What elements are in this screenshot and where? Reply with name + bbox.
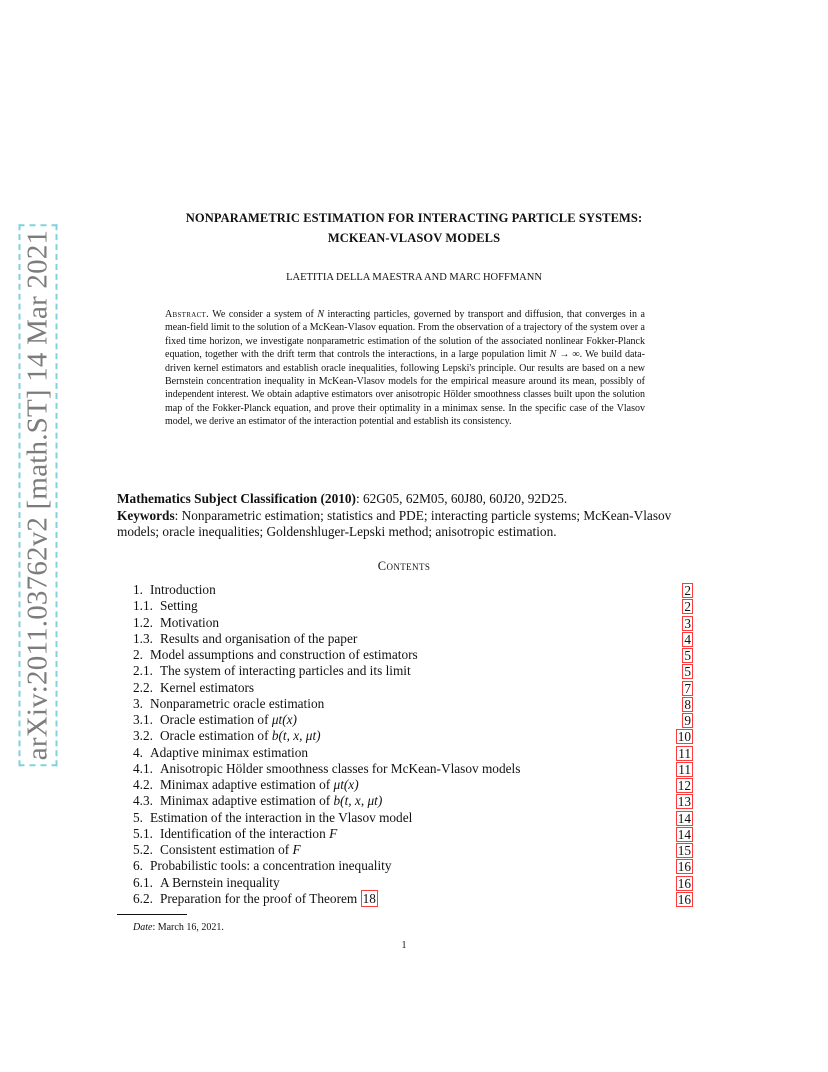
toc-page-link[interactable]: 5 <box>684 648 691 663</box>
toc-number: 6. <box>133 858 143 874</box>
toc-entry[interactable] <box>133 875 693 891</box>
toc-math: F <box>292 842 301 857</box>
toc-title[interactable]: Minimax adaptive estimation of <box>159 777 334 792</box>
toc-number: 2.2. <box>133 679 153 695</box>
toc-page-link[interactable]: 16 <box>677 875 691 891</box>
toc-entry[interactable] <box>133 663 693 679</box>
toc-entry[interactable] <box>133 582 693 598</box>
page-number: 1 <box>401 940 407 951</box>
contents-heading: Contents <box>377 559 431 573</box>
abstract-text-2: interacting particles, governed by transport and diffusion, that converges in a mean-field limit to the solution of a McKean-Vlasov equation. From the observation of a trajectory of the system over a fixed time horizon, we investigate nonparametric estimation of the solution of the associated nonlinear Fokker-Planck equation, together with the drift term that controls the interactions, in a large population limit <box>165 309 645 361</box>
toc-page-link[interactable]: 14 <box>677 810 691 826</box>
toc-number: 4.1. <box>133 760 153 776</box>
toc-title[interactable]: Nonparametric oracle estimation <box>149 695 325 711</box>
toc-page-link[interactable]: 15 <box>677 843 691 858</box>
toc-page-link[interactable]: 4 <box>684 631 691 647</box>
toc-entry[interactable] <box>133 696 693 712</box>
toc-number: 4.3. <box>133 793 153 809</box>
toc-entry[interactable] <box>133 615 693 631</box>
toc-page-link[interactable]: 5 <box>684 664 691 680</box>
toc-entry[interactable] <box>133 891 693 907</box>
abstract-math-limit: N → ∞ <box>549 349 580 361</box>
keywords-value: : Nonparametric estimation; statistics and PDE; interacting particle systems; McKean-Vlasov models; oracle inequalities; Goldenshluger-Lepski method; anisotropic estimation. <box>117 507 672 540</box>
toc-page-link[interactable]: 16 <box>677 859 691 875</box>
toc-title[interactable]: Results and organisation of the paper <box>159 630 358 646</box>
toc-page-link[interactable]: 11 <box>678 761 691 777</box>
toc-page-link[interactable]: 3 <box>684 615 691 631</box>
footnote-rule <box>117 914 187 915</box>
toc-page-link[interactable]: 2 <box>684 583 691 598</box>
toc-entry[interactable] <box>133 810 693 826</box>
title-line-2: MCKEAN-VLASOV MODELS <box>327 231 501 245</box>
toc-number: 2.1. <box>133 663 153 679</box>
msc-value: : 62G05, 62M05, 60J80, 60J20, 92D25. <box>355 491 568 506</box>
toc-number: 2. <box>133 647 143 662</box>
toc-title[interactable]: A Bernstein inequality <box>159 874 280 890</box>
msc-label: Mathematics Subject Classification (2010) <box>117 491 356 506</box>
footnote-value: : March 16, 2021. <box>152 922 224 933</box>
toc-title[interactable]: Oracle estimation of <box>159 728 272 744</box>
toc-page-link[interactable]: 7 <box>684 680 691 696</box>
toc-number: 6.2. <box>133 890 153 906</box>
toc-title[interactable]: The system of interacting particles and its limit <box>159 663 411 679</box>
toc-title[interactable]: Identification of the interaction <box>159 825 330 841</box>
msc-line <box>117 491 697 508</box>
toc-page-link[interactable]: 2 <box>684 599 691 615</box>
toc-number: 3.1. <box>133 712 153 727</box>
toc-number: 1. <box>133 582 143 597</box>
toc-title[interactable]: Preparation for the proof of Theorem <box>159 890 361 906</box>
toc-math: b(t, x, μt) <box>333 793 383 809</box>
toc-number: 6.1. <box>133 874 153 890</box>
toc-title[interactable]: Oracle estimation of <box>159 712 272 727</box>
toc-entry[interactable] <box>133 826 693 842</box>
toc-entry[interactable] <box>133 631 693 647</box>
abstract-label: Abstract. <box>165 309 209 320</box>
toc-title[interactable]: Adaptive minimax estimation <box>149 744 309 760</box>
keywords-line <box>117 508 697 541</box>
toc-math: μt(x) <box>333 777 359 792</box>
toc-number: 3. <box>133 695 143 711</box>
toc-entry[interactable] <box>133 858 693 874</box>
toc-title[interactable]: Consistent estimation of <box>159 842 293 857</box>
toc-number: 5. <box>133 809 143 825</box>
toc-page-link[interactable]: 16 <box>677 891 691 907</box>
toc-title[interactable]: Probabilistic tools: a concentration inequality <box>149 858 392 874</box>
title-line-1: NONPARAMETRIC ESTIMATION FOR INTERACTING PARTICLE SYSTEMS: <box>185 211 643 225</box>
toc-title[interactable]: Setting <box>159 598 198 614</box>
toc-number: 5.2. <box>133 842 153 857</box>
toc-number: 4. <box>133 744 143 760</box>
toc-entry[interactable] <box>133 728 693 744</box>
toc-title[interactable]: Motivation <box>159 614 220 630</box>
toc-entry[interactable] <box>133 842 693 858</box>
abstract-math-n: N <box>317 309 325 320</box>
toc-number: 1.1. <box>133 598 153 614</box>
toc-number: 5.1. <box>133 825 153 841</box>
toc-title[interactable]: Introduction <box>149 582 216 597</box>
keywords-label: Keywords <box>117 507 175 523</box>
classification-block <box>117 491 697 541</box>
theorem-reference-link[interactable]: 18 <box>362 890 376 906</box>
footnote-label: Date <box>133 922 153 933</box>
arxiv-identifier: arXiv:2011.03762v2 [math.ST] 14 Mar 2021 <box>19 224 58 766</box>
toc-title[interactable]: Model assumptions and construction of estimators <box>149 647 418 662</box>
toc-entry[interactable] <box>133 761 693 777</box>
toc-page-link[interactable]: 10 <box>677 729 691 745</box>
toc-entry[interactable] <box>133 680 693 696</box>
authors: LAETITIA DELLA MAESTRA AND MARC HOFFMANN <box>286 272 542 283</box>
footnote <box>133 922 224 933</box>
toc-title[interactable]: Anisotropic Hölder smoothness classes for McKean-Vlasov models <box>159 760 521 776</box>
toc-page-link[interactable]: 13 <box>677 794 691 810</box>
table-of-contents <box>133 582 693 907</box>
toc-entry[interactable] <box>133 745 693 761</box>
toc-page-link[interactable]: 12 <box>677 778 691 793</box>
paper-title <box>0 208 828 248</box>
toc-page-link[interactable]: 11 <box>678 745 691 761</box>
toc-number: 3.2. <box>133 728 153 744</box>
toc-number: 1.2. <box>133 614 153 630</box>
toc-page-link[interactable]: 9 <box>684 713 691 728</box>
toc-page-link[interactable]: 8 <box>684 696 691 712</box>
toc-title[interactable]: Minimax adaptive estimation of <box>159 793 334 809</box>
toc-entry[interactable] <box>133 793 693 809</box>
abstract-text-1: We consider a system of <box>208 309 318 320</box>
toc-title[interactable]: Kernel estimators <box>159 679 255 695</box>
toc-math: b(t, x, μt) <box>271 728 321 744</box>
toc-entry[interactable] <box>133 598 693 614</box>
toc-page-link[interactable]: 14 <box>677 826 691 842</box>
toc-math: F <box>329 825 338 841</box>
abstract-text-3: . We build data-driven kernel estimators and establish oracle inequalities, following Lepski's principle. Our results are based on a new Bernstein concentration inequality in McKean-Vlasov models for the empirical measure around its mean, possibly of independent interest. We obtain adaptive estimators over anisotropic Hölder smoothness classes built upon the solution map of the Fokker-Planck equation, and prove their optimality in a minimax sense. In the specific case of the Vlasov model, we derive an estimator of the interaction potential and establish its consistency. <box>165 349 645 428</box>
toc-number: 4.2. <box>133 777 153 792</box>
arxiv-stamp <box>14 229 62 761</box>
toc-entry[interactable] <box>133 712 693 728</box>
toc-number: 1.3. <box>133 630 153 646</box>
toc-entry[interactable] <box>133 777 693 793</box>
toc-math: μt(x) <box>271 712 297 727</box>
toc-title[interactable]: Estimation of the interaction in the Vlasov model <box>149 809 413 825</box>
toc-entry[interactable] <box>133 647 693 663</box>
abstract <box>165 308 645 429</box>
